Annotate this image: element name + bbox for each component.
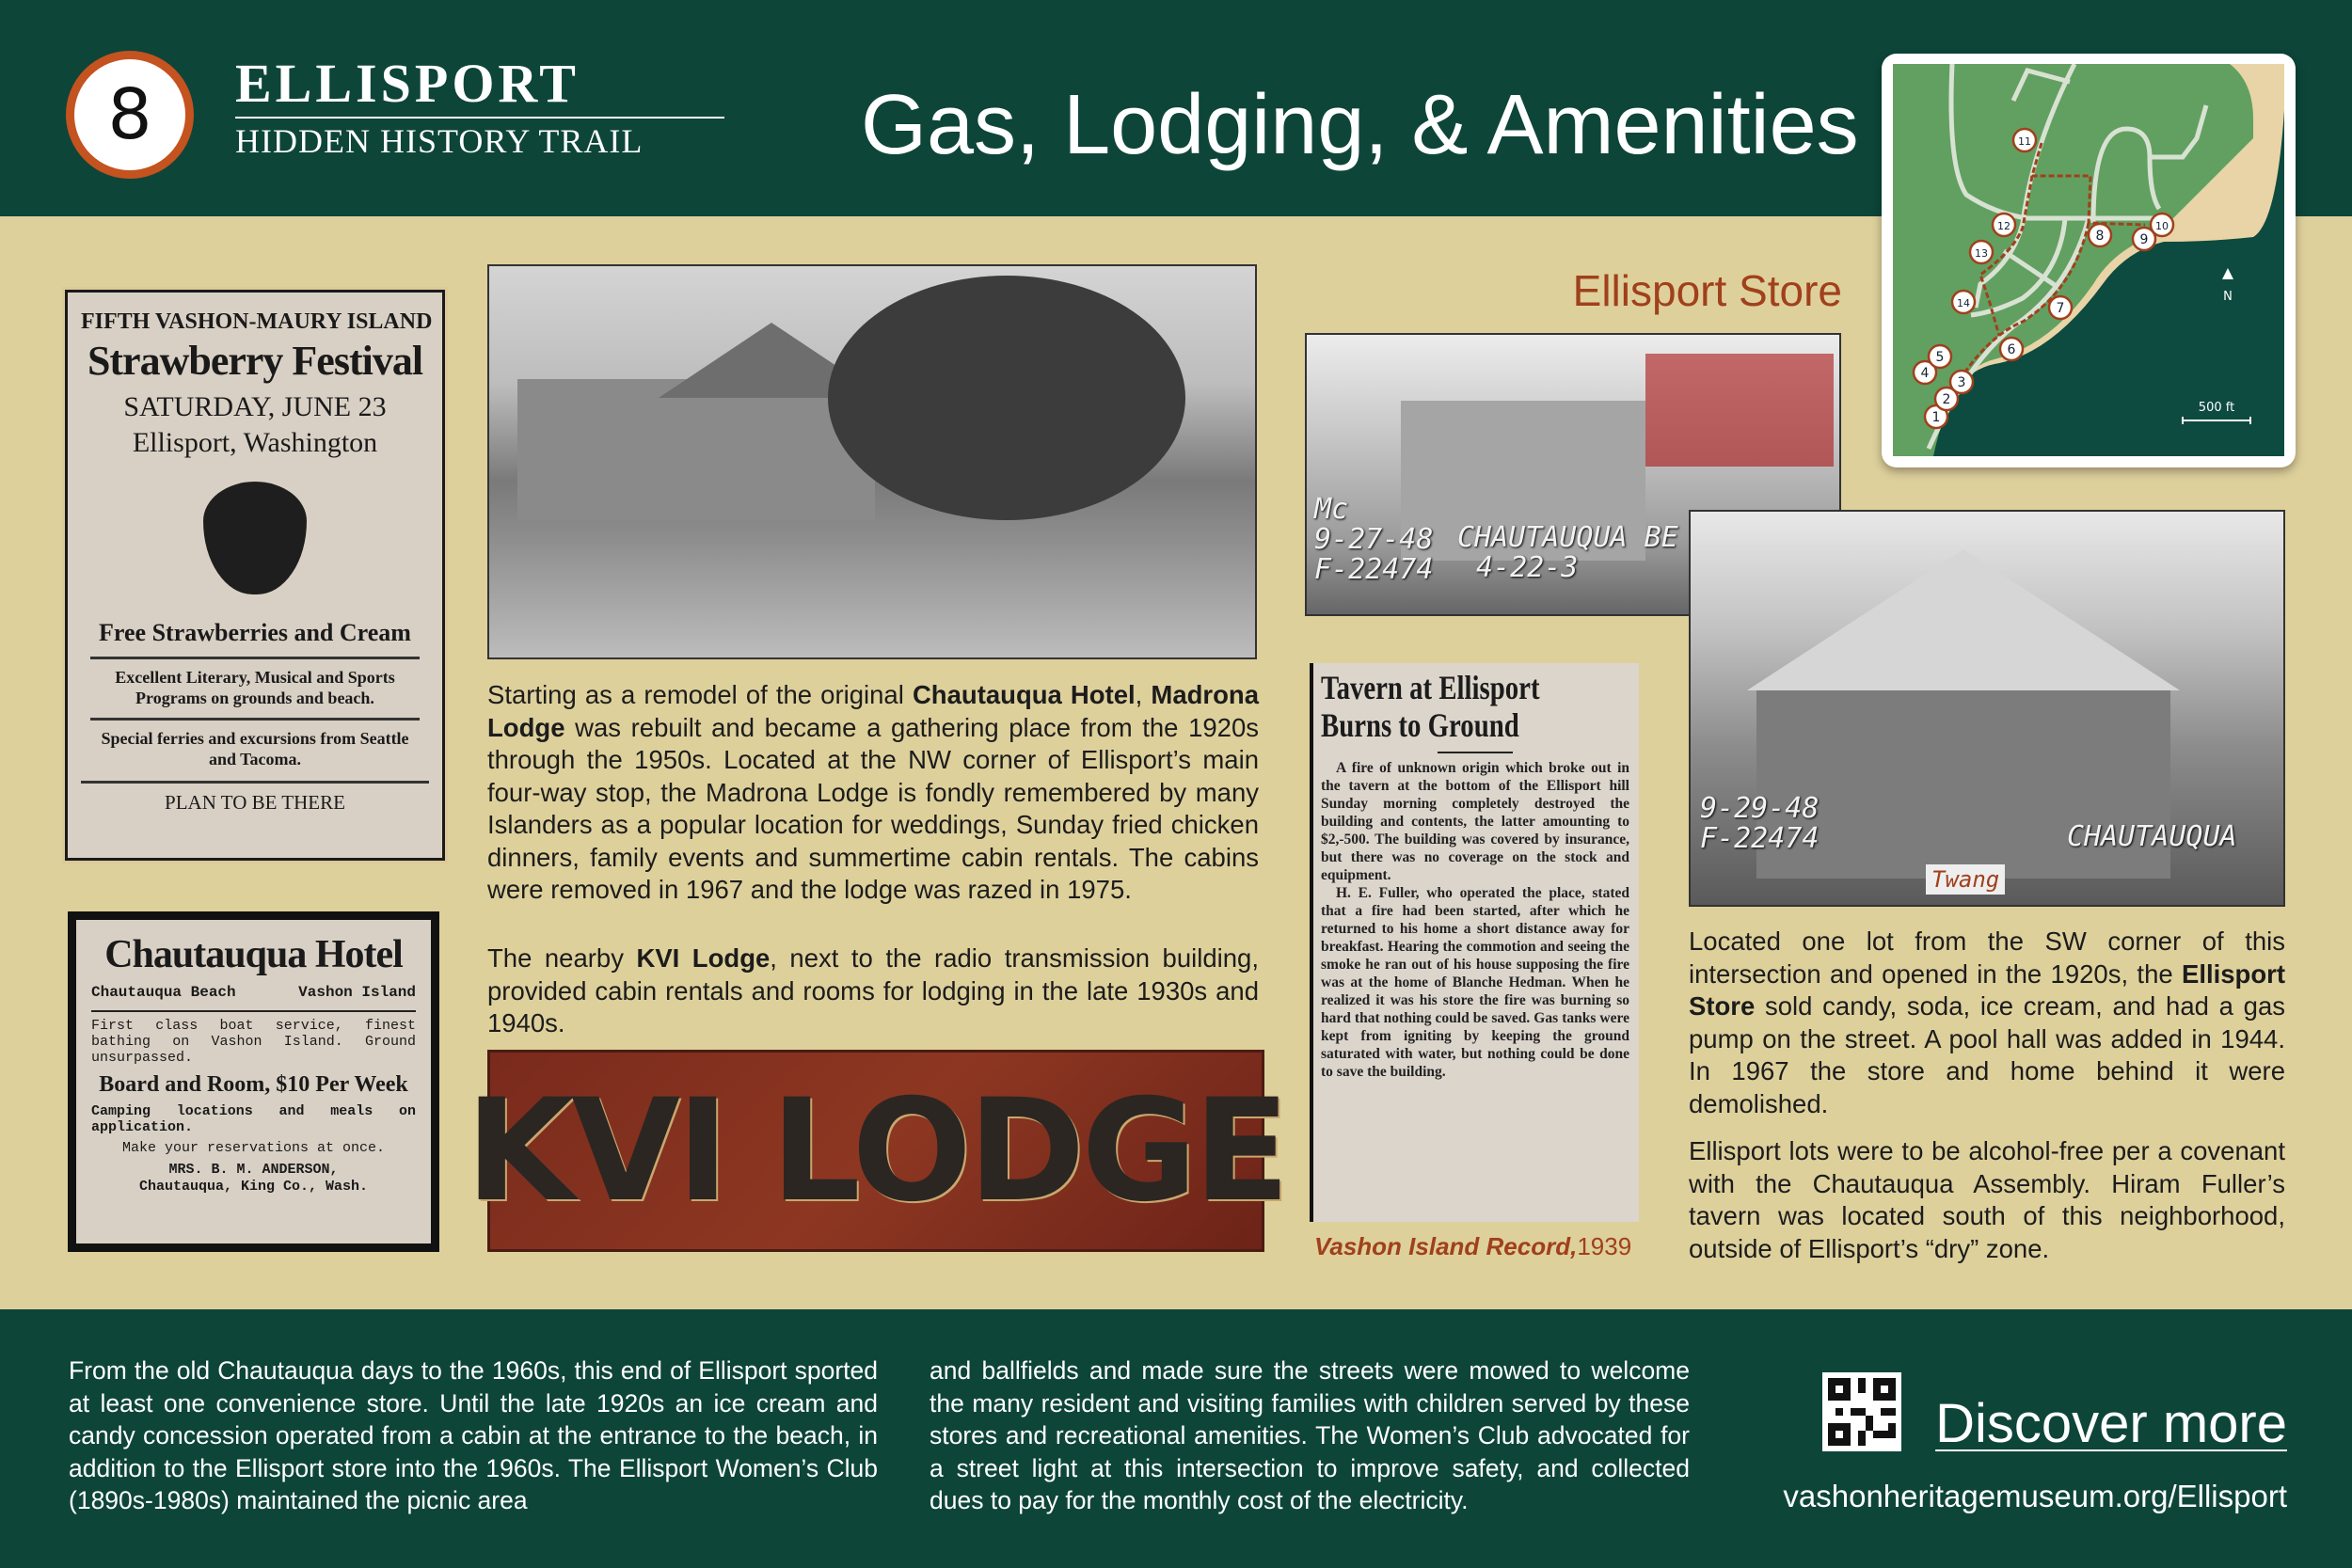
photo-note: F-22474 xyxy=(1700,822,1820,855)
madrona-lodge-photo xyxy=(487,264,1257,659)
map-marker-label: 8 xyxy=(2095,229,2105,244)
news-headline: Tavern at Ellisport xyxy=(1321,669,1540,706)
photo-note: CHAUTAUQUA BE xyxy=(1457,521,1678,554)
sign-text: KVI LODGE xyxy=(465,1069,1287,1233)
map-marker-label: 10 xyxy=(2155,220,2169,232)
map-marker-label: 2 xyxy=(1942,392,1951,407)
photo-note: Twang xyxy=(1926,864,2005,895)
news-paragraph: H. E. Fuller, who operated the place, stated that a fire had been started, after which he returned to his home a short distance away for breakfast. Hearing the commotion and seeing the smoke he ran out of his house supposing the fire was at the home of Blanche Hedman. When he realized it was his store the fire was burning so hard that nothing could be saved. Gas tanks were kept from igniting by keeping the ground saturated with water, but nothing could be done to save the building. xyxy=(1321,885,1629,1080)
trail-map xyxy=(1882,54,2296,467)
photo-note: Mc xyxy=(1314,493,1349,526)
chautauqua-hotel-ad xyxy=(68,911,439,1252)
ad-rate: Board and Room, $10 Per Week xyxy=(99,1072,408,1097)
map-marker-label: 7 xyxy=(2056,301,2065,316)
brand-logo xyxy=(235,55,724,164)
map-marker-label: 1 xyxy=(1931,410,1941,425)
ad-date: SATURDAY, JUNE 23 xyxy=(123,391,387,422)
map-marker-label: 12 xyxy=(1997,220,2010,232)
qr-code-icon[interactable] xyxy=(1822,1372,1901,1451)
ad-ferries: Special ferries and excursions from Seattle and Tacoma. xyxy=(90,718,420,769)
strawberry-icon xyxy=(203,482,307,594)
north-label: N xyxy=(2223,290,2233,304)
photo-note: 4-22-3 xyxy=(1476,551,1579,584)
map-graphic xyxy=(1882,54,2296,467)
ad-body: First class boat service, finest bathing on Vashon Island. Ground unsurpassed. xyxy=(91,1018,416,1066)
scale-label: 500 ft xyxy=(2198,401,2235,415)
ad-place: Ellisport, Washington xyxy=(132,427,378,458)
red-mark xyxy=(1645,354,1834,467)
ad-offer: Free Strawberries and Cream xyxy=(99,619,411,646)
ad-location: Vashon Island xyxy=(298,984,416,1001)
news-paragraph: A fire of unknown origin which broke out in the tavern at the bottom of the Ellisport hill Sunday morning completely destroyed the building and contents, the latter amounting to $2,-500. The building was covered by insurance, but there was no coverage on the stock and equipment. xyxy=(1321,760,1629,883)
ad-headline: Chautauqua Hotel xyxy=(104,933,403,976)
store-roof xyxy=(1747,549,2180,690)
map-marker-label: 13 xyxy=(1975,247,1988,260)
ad-line: FIFTH VASHON-MAURY ISLAND xyxy=(81,309,433,334)
section-heading: Ellisport Store xyxy=(1572,266,1842,315)
madrona-paragraph: Starting as a remodel of the original Chautauqua Hotel, Madrona Lodge was rebuilt and became a gathering place from the 1920s through the 1950s. Located at the NW corner of Ellisport’s main four-way stop, the Madrona Lodge is fondly remembered by many Islanders as a popular location for weddings, Sunday fried chicken dinners, family events and summertime cabin rentals. The cabins were removed in 1967 and the lodge was razed in 1975. xyxy=(487,680,1259,904)
news-headline: Burns to Ground xyxy=(1321,706,1519,744)
ad-closing: PLAN TO BE THERE xyxy=(81,781,429,815)
map-marker-label: 5 xyxy=(1935,350,1945,365)
tree xyxy=(828,276,1185,520)
ad-location: Chautauqua Beach xyxy=(91,984,236,1001)
photo-note: F-22474 xyxy=(1314,553,1434,586)
stop-number-badge: 8 xyxy=(66,51,194,179)
divider xyxy=(1438,752,1513,753)
store-paragraph: Located one lot from the SW corner of this intersection and opened in the 1920s, the Ellisport Store sold candy, soda, ice cream, and had a gas pump on the street. A pool hall was added in 1944. In 1967 the store and home behind it were demolished. xyxy=(1689,927,2285,1118)
kvi-paragraph: The nearby KVI Lodge, next to the radio transmission building, provided cabin rentals and rooms for lodging in the late 1930s and 1940s. xyxy=(487,943,1259,1037)
ad-body: Camping locations and meals on application. xyxy=(91,1103,416,1135)
news-caption: Vashon Island Record,1939 xyxy=(1314,1232,1632,1260)
map-marker-label: 3 xyxy=(1957,375,1966,390)
map-marker-label: 9 xyxy=(2139,232,2149,247)
website-url[interactable]: vashonheritagemuseum.org/Ellisport xyxy=(1783,1479,2287,1513)
map-marker-label: 4 xyxy=(1920,366,1930,381)
kvi-lodge-sign-photo xyxy=(465,1050,1287,1252)
discover-more-link[interactable]: Discover more xyxy=(1935,1393,2287,1454)
newspaper-clipping xyxy=(1310,663,1639,1222)
footer-text-col2: and ballfields and made sure the streets were mowed to welcome the many resident and visiting families with children served by these stores and recreational amenities. The Women’s Club advocated for a street light at this intersection to improve safety, and collected dues to pay for the monthly cost of the electricity. xyxy=(930,1356,1690,1514)
photo-note: 9-29-48 xyxy=(1700,792,1820,825)
strawberry-festival-ad xyxy=(65,290,445,861)
ad-headline: Strawberry Festival xyxy=(87,338,423,384)
footer-text-col1: From the old Chautauqua days to the 1960s, this end of Ellisport sported at least one convenience store. Until the late 1920s an ice cream and candy concession operated from a cabin at the entrance to the beach, in addition to the Ellisport store into the 1960s. The Ellisport Women’s Club (1890s-1980s) maintained the picnic area xyxy=(69,1356,878,1514)
photo-note: 9-27-48 xyxy=(1314,523,1434,556)
ad-programs: Excellent Literary, Musical and Sports Programs on grounds and beach. xyxy=(90,657,420,708)
photo-note: CHAUTAUQUA xyxy=(2067,820,2237,853)
ad-contact: MRS. B. M. ANDERSON, xyxy=(168,1162,339,1178)
lodge-building xyxy=(517,379,875,520)
ad-body: Make your reservations at once. xyxy=(121,1140,386,1156)
brand-subtitle: HIDDEN HISTORY TRAIL xyxy=(235,122,644,160)
brand-name: ELLISPORT xyxy=(235,55,724,119)
map-marker-label: 11 xyxy=(2018,135,2031,148)
dry-zone-paragraph: Ellisport lots were to be alcohol-free per a covenant with the Chautauqua Assembly. Hiram Fuller’s tavern was located south of this neighborhood, outside of Ellisport’s “dry” zone. xyxy=(1689,1136,2285,1263)
page-title: Gas, Lodging, & Amenities xyxy=(861,78,1859,172)
map-marker-label: 6 xyxy=(2007,342,2016,357)
ad-contact: Chautauqua, King Co., Wash. xyxy=(138,1179,369,1195)
ellisport-store-photo-2 xyxy=(1689,510,2285,907)
map-marker-label: 14 xyxy=(1957,297,1970,309)
